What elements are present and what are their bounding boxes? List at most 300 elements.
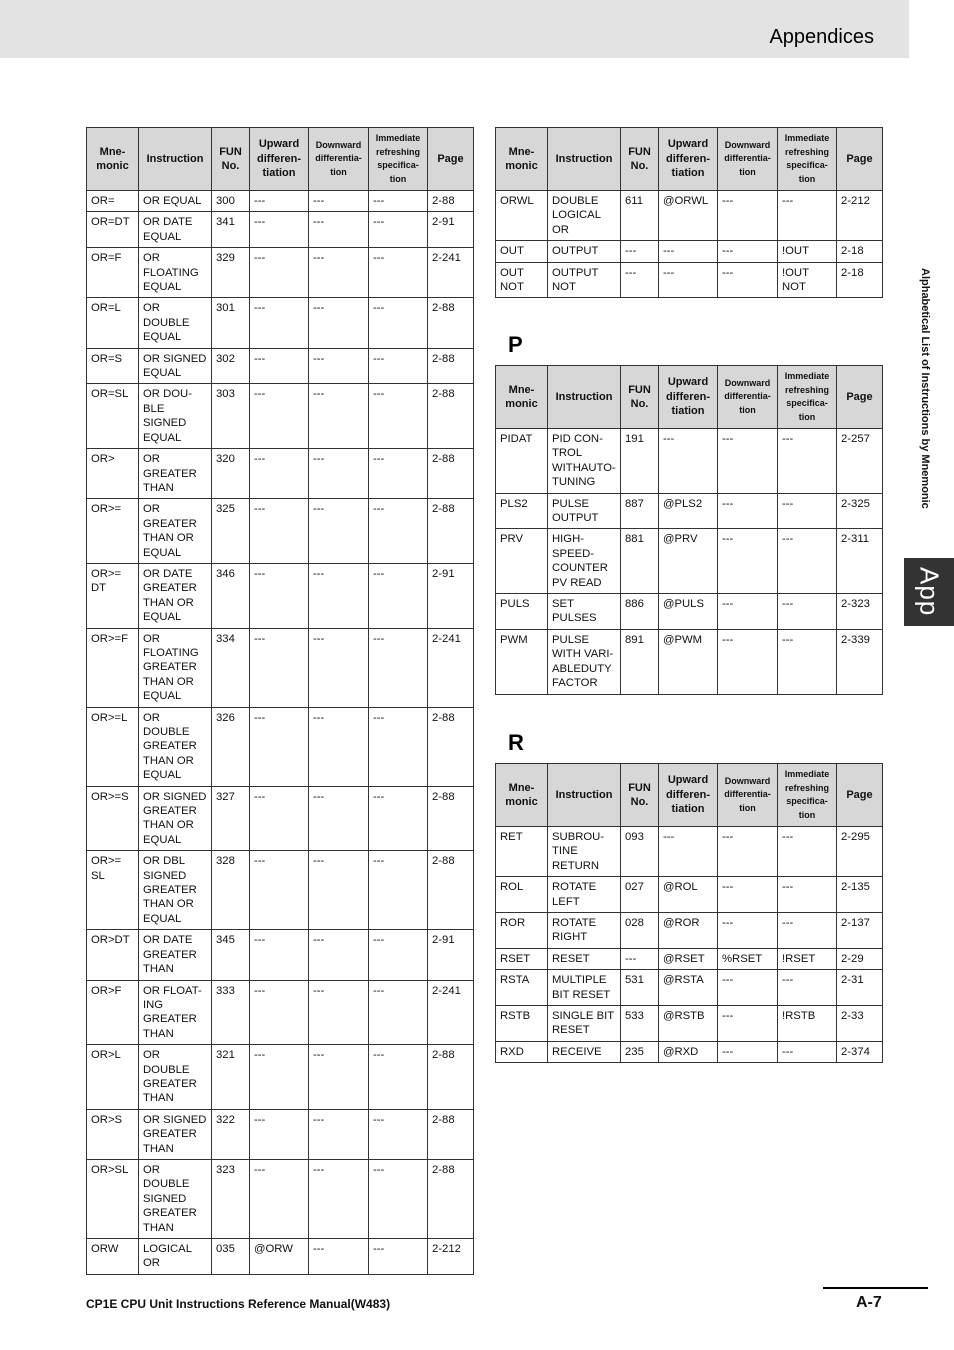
- cell-fun-no: ---: [621, 948, 659, 969]
- cell-immediate: ---: [369, 628, 428, 707]
- table-row: [87, 1159, 474, 1238]
- cell-fun-no: 345: [212, 930, 250, 980]
- cell-upward: @ORW: [250, 1239, 309, 1275]
- cell-page: 2-88: [428, 191, 474, 212]
- table-row: [87, 499, 474, 564]
- cell-fun-no: 334: [212, 628, 250, 707]
- col-instruction: Instruction: [139, 128, 212, 191]
- col-page: Page: [837, 366, 883, 429]
- cell-downward: ---: [309, 248, 369, 298]
- cell-mnemonic: RET: [496, 827, 548, 877]
- table-row: [87, 563, 474, 628]
- cell-instruction: OR FLOAT-ING GREATER THAN: [139, 980, 212, 1045]
- col-downward: Downward differentia-tion: [718, 764, 778, 827]
- cell-immediate: ---: [369, 191, 428, 212]
- cell-fun-no: 327: [212, 786, 250, 851]
- cell-fun-no: 320: [212, 449, 250, 499]
- cell-downward: ---: [718, 529, 778, 594]
- cell-upward: ---: [250, 1159, 309, 1238]
- cell-downward: ---: [718, 429, 778, 494]
- cell-immediate: !OUT NOT: [778, 262, 837, 298]
- table-row: [87, 980, 474, 1045]
- cell-page: 2-241: [428, 248, 474, 298]
- cell-upward: @PRV: [659, 529, 718, 594]
- cell-instruction: OR GREATER THAN: [139, 449, 212, 499]
- cell-upward: ---: [250, 786, 309, 851]
- cell-fun-no: 322: [212, 1109, 250, 1159]
- col-immediate: Immediate refreshing specifica-tion: [369, 128, 428, 191]
- col-immediate: Immediate refreshing specifica-tion: [778, 764, 837, 827]
- cell-immediate: ---: [369, 1045, 428, 1110]
- cell-immediate: ---: [369, 248, 428, 298]
- table-row: [496, 1041, 883, 1062]
- cell-mnemonic: RSTA: [496, 970, 548, 1006]
- table-row: [496, 913, 883, 949]
- cell-mnemonic: PIDAT: [496, 429, 548, 494]
- section-letter-p: P: [508, 332, 523, 357]
- cell-downward: ---: [718, 493, 778, 529]
- cell-mnemonic: OR=F: [87, 248, 139, 298]
- cell-immediate: ---: [778, 594, 837, 630]
- cell-immediate: ---: [369, 499, 428, 564]
- cell-downward: ---: [718, 913, 778, 949]
- cell-immediate: !RSET: [778, 948, 837, 969]
- cell-fun-no: 035: [212, 1239, 250, 1275]
- cell-mnemonic: ROL: [496, 877, 548, 913]
- cell-page: 2-325: [837, 493, 883, 529]
- cell-page: 2-295: [837, 827, 883, 877]
- col-mnemonic: Mne-monic: [496, 128, 548, 191]
- cell-immediate: ---: [369, 563, 428, 628]
- col-immediate: Immediate refreshing specifica-tion: [778, 128, 837, 191]
- cell-instruction: OR DOUBLE EQUAL: [139, 298, 212, 348]
- cell-immediate: ---: [369, 298, 428, 348]
- side-chapter-title: Alphabetical List of Instructions by Mnemonic: [919, 268, 931, 509]
- table-row: [87, 1045, 474, 1110]
- cell-page: 2-88: [428, 449, 474, 499]
- appendix-tab: [904, 558, 954, 626]
- col-page: Page: [837, 764, 883, 827]
- table-body: [87, 191, 474, 1275]
- cell-mnemonic: OR>L: [87, 1045, 139, 1110]
- table-row: [87, 930, 474, 980]
- cell-downward: ---: [309, 628, 369, 707]
- cell-mnemonic: OR>=: [87, 499, 139, 564]
- cell-fun-no: 028: [621, 913, 659, 949]
- cell-instruction: OR DATE GREATER THAN OR EQUAL: [139, 563, 212, 628]
- cell-fun-no: 302: [212, 348, 250, 384]
- cell-immediate: ---: [369, 449, 428, 499]
- cell-instruction: OR EQUAL: [139, 191, 212, 212]
- table-row: [496, 877, 883, 913]
- table-body: [496, 191, 883, 298]
- cell-upward: @ROR: [659, 913, 718, 949]
- cell-immediate: ---: [778, 629, 837, 694]
- cell-page: 2-88: [428, 298, 474, 348]
- cell-downward: ---: [718, 827, 778, 877]
- cell-page: 2-323: [837, 594, 883, 630]
- cell-page: 2-374: [837, 1041, 883, 1062]
- cell-mnemonic: PULS: [496, 594, 548, 630]
- cell-instruction: OR DOUBLE SIGNED GREATER THAN: [139, 1159, 212, 1238]
- col-fun-no: FUN No.: [212, 128, 250, 191]
- cell-instruction: ROTATE RIGHT: [548, 913, 621, 949]
- cell-upward: ---: [250, 449, 309, 499]
- table-row: [87, 348, 474, 384]
- cell-instruction: OR DATE EQUAL: [139, 212, 212, 248]
- cell-page: 2-29: [837, 948, 883, 969]
- col-fun-no: FUN No.: [621, 128, 659, 191]
- cell-fun-no: 346: [212, 563, 250, 628]
- cell-immediate: ---: [778, 493, 837, 529]
- cell-immediate: ---: [369, 384, 428, 449]
- cell-fun-no: 235: [621, 1041, 659, 1062]
- cell-page: 2-88: [428, 851, 474, 930]
- cell-upward: @PULS: [659, 594, 718, 630]
- cell-instruction: DOUBLE LOGICAL OR: [548, 191, 621, 241]
- col-upward: Upward differen-tiation: [659, 128, 718, 191]
- cell-upward: ---: [250, 499, 309, 564]
- table-row: [496, 970, 883, 1006]
- cell-downward: ---: [309, 384, 369, 449]
- cell-immediate: ---: [369, 930, 428, 980]
- cell-upward: ---: [250, 1045, 309, 1110]
- cell-immediate: ---: [369, 786, 428, 851]
- cell-mnemonic: ORW: [87, 1239, 139, 1275]
- cell-downward: ---: [718, 594, 778, 630]
- cell-fun-no: 341: [212, 212, 250, 248]
- cell-page: 2-91: [428, 930, 474, 980]
- cell-instruction: OR FLOATING GREATER THAN OR EQUAL: [139, 628, 212, 707]
- cell-mnemonic: PWM: [496, 629, 548, 694]
- cell-instruction: HIGH-SPEED-COUNTER PV READ: [548, 529, 621, 594]
- cell-immediate: ---: [778, 529, 837, 594]
- cell-mnemonic: OR>DT: [87, 930, 139, 980]
- cell-downward: ---: [309, 191, 369, 212]
- table-row: [87, 1239, 474, 1275]
- table-row: [87, 191, 474, 212]
- col-mnemonic: Mne-monic: [496, 366, 548, 429]
- table-row: [87, 449, 474, 499]
- cell-page: 2-91: [428, 563, 474, 628]
- table-row: [87, 248, 474, 298]
- cell-mnemonic: RSTB: [496, 1006, 548, 1042]
- cell-instruction: OR DOUBLE GREATER THAN OR EQUAL: [139, 707, 212, 786]
- cell-upward: ---: [250, 1109, 309, 1159]
- table-body: [496, 429, 883, 695]
- col-instruction: Instruction: [548, 764, 621, 827]
- cell-downward: ---: [718, 877, 778, 913]
- cell-instruction: PID CON-TROL WITHAUTO-TUNING: [548, 429, 621, 494]
- cell-page: 2-18: [837, 262, 883, 298]
- cell-fun-no: 325: [212, 499, 250, 564]
- cell-page: 2-339: [837, 629, 883, 694]
- cell-downward: ---: [309, 449, 369, 499]
- cell-fun-no: 027: [621, 877, 659, 913]
- cell-page: 2-311: [837, 529, 883, 594]
- col-downward: Downward differentia-tion: [718, 128, 778, 191]
- col-page: Page: [837, 128, 883, 191]
- cell-mnemonic: OR>F: [87, 980, 139, 1045]
- col-instruction: Instruction: [548, 366, 621, 429]
- cell-immediate: ---: [778, 429, 837, 494]
- table-header-row: [496, 764, 883, 827]
- cell-upward: ---: [250, 980, 309, 1045]
- cell-mnemonic: ROR: [496, 913, 548, 949]
- cell-fun-no: 891: [621, 629, 659, 694]
- table-row: [496, 241, 883, 262]
- cell-fun-no: 303: [212, 384, 250, 449]
- cell-downward: ---: [718, 629, 778, 694]
- col-downward: Downward differentia-tion: [309, 128, 369, 191]
- appendix-tab-label: App: [914, 567, 945, 617]
- cell-upward: ---: [250, 298, 309, 348]
- cell-mnemonic: RXD: [496, 1041, 548, 1062]
- cell-instruction: LOGICAL OR: [139, 1239, 212, 1275]
- cell-downward: ---: [309, 348, 369, 384]
- cell-page: 2-212: [837, 191, 883, 241]
- col-fun-no: FUN No.: [621, 764, 659, 827]
- cell-upward: ---: [659, 429, 718, 494]
- cell-upward: ---: [250, 248, 309, 298]
- cell-immediate: ---: [369, 707, 428, 786]
- cell-downward: ---: [309, 212, 369, 248]
- cell-upward: ---: [250, 707, 309, 786]
- cell-instruction: OR SIGNED GREATER THAN OR EQUAL: [139, 786, 212, 851]
- table-row: [87, 1109, 474, 1159]
- cell-mnemonic: OR>S: [87, 1109, 139, 1159]
- cell-downward: ---: [309, 851, 369, 930]
- cell-instruction: RECEIVE: [548, 1041, 621, 1062]
- col-page: Page: [428, 128, 474, 191]
- cell-fun-no: 323: [212, 1159, 250, 1238]
- cell-instruction: SUBROU-TINE RETURN: [548, 827, 621, 877]
- cell-upward: ---: [250, 851, 309, 930]
- footer-page-number: A-7: [856, 1294, 882, 1311]
- cell-downward: ---: [718, 970, 778, 1006]
- cell-instruction: ROTATE LEFT: [548, 877, 621, 913]
- cell-downward: ---: [309, 930, 369, 980]
- cell-mnemonic: PLS2: [496, 493, 548, 529]
- table-row: [496, 594, 883, 630]
- cell-fun-no: 300: [212, 191, 250, 212]
- cell-page: 2-31: [837, 970, 883, 1006]
- cell-page: 2-241: [428, 980, 474, 1045]
- table-header-row: [496, 366, 883, 429]
- cell-instruction: OR DOU-BLE SIGNED EQUAL: [139, 384, 212, 449]
- cell-downward: %RSET: [718, 948, 778, 969]
- cell-fun-no: 191: [621, 429, 659, 494]
- cell-page: 2-257: [837, 429, 883, 494]
- cell-instruction: OR DOUBLE GREATER THAN: [139, 1045, 212, 1110]
- cell-mnemonic: OR=: [87, 191, 139, 212]
- cell-downward: ---: [718, 262, 778, 298]
- cell-upward: ---: [250, 563, 309, 628]
- cell-upward: @PWM: [659, 629, 718, 694]
- cell-page: 2-241: [428, 628, 474, 707]
- cell-page: 2-88: [428, 384, 474, 449]
- cell-page: 2-135: [837, 877, 883, 913]
- cell-page: 2-18: [837, 241, 883, 262]
- cell-upward: ---: [250, 212, 309, 248]
- cell-instruction: OR DBL SIGNED GREATER THAN OR EQUAL: [139, 851, 212, 930]
- cell-upward: ---: [250, 628, 309, 707]
- cell-mnemonic: ORWL: [496, 191, 548, 241]
- table-row: [496, 629, 883, 694]
- cell-mnemonic: OR>=S: [87, 786, 139, 851]
- cell-fun-no: 333: [212, 980, 250, 1045]
- cell-fun-no: 886: [621, 594, 659, 630]
- section-letter-r: R: [508, 730, 524, 755]
- cell-immediate: !OUT: [778, 241, 837, 262]
- cell-page: 2-88: [428, 1109, 474, 1159]
- cell-page: 2-88: [428, 499, 474, 564]
- table-header-row: [87, 128, 474, 191]
- cell-downward: ---: [718, 1006, 778, 1042]
- instruction-table-left: [86, 127, 474, 1275]
- instruction-table-p: [495, 365, 883, 695]
- cell-instruction: OUTPUT: [548, 241, 621, 262]
- cell-mnemonic: OR>: [87, 449, 139, 499]
- table-row: [496, 493, 883, 529]
- cell-upward: @ROL: [659, 877, 718, 913]
- col-upward: Upward differen-tiation: [659, 764, 718, 827]
- cell-fun-no: 531: [621, 970, 659, 1006]
- cell-mnemonic: OR=S: [87, 348, 139, 384]
- col-upward: Upward differen-tiation: [250, 128, 309, 191]
- cell-upward: @RSTB: [659, 1006, 718, 1042]
- cell-mnemonic: OR>=F: [87, 628, 139, 707]
- cell-mnemonic: OR=SL: [87, 384, 139, 449]
- cell-downward: ---: [309, 1045, 369, 1110]
- cell-mnemonic: OR>= DT: [87, 563, 139, 628]
- cell-fun-no: 328: [212, 851, 250, 930]
- col-instruction: Instruction: [548, 128, 621, 191]
- cell-instruction: MULTIPLE BIT RESET: [548, 970, 621, 1006]
- cell-mnemonic: OR>SL: [87, 1159, 139, 1238]
- table-row: [87, 628, 474, 707]
- cell-instruction: OR GREATER THAN OR EQUAL: [139, 499, 212, 564]
- cell-page: 2-91: [428, 212, 474, 248]
- cell-immediate: ---: [369, 212, 428, 248]
- cell-mnemonic: OR=DT: [87, 212, 139, 248]
- table-row: [87, 851, 474, 930]
- cell-immediate: ---: [369, 1239, 428, 1275]
- col-fun-no: FUN No.: [621, 366, 659, 429]
- cell-fun-no: 329: [212, 248, 250, 298]
- table-row: [87, 786, 474, 851]
- col-mnemonic: Mne-monic: [87, 128, 139, 191]
- table-row: [496, 827, 883, 877]
- table-body: [496, 827, 883, 1063]
- cell-fun-no: 326: [212, 707, 250, 786]
- cell-upward: @RXD: [659, 1041, 718, 1062]
- cell-upward: ---: [659, 262, 718, 298]
- cell-immediate: ---: [369, 1109, 428, 1159]
- cell-downward: ---: [718, 191, 778, 241]
- table-row: [496, 1006, 883, 1042]
- cell-page: 2-88: [428, 1045, 474, 1110]
- cell-instruction: OUTPUT NOT: [548, 262, 621, 298]
- cell-upward: ---: [250, 191, 309, 212]
- cell-mnemonic: OUT: [496, 241, 548, 262]
- cell-mnemonic: OR=L: [87, 298, 139, 348]
- table-row: [87, 384, 474, 449]
- cell-immediate: ---: [778, 191, 837, 241]
- cell-downward: ---: [309, 786, 369, 851]
- cell-downward: ---: [718, 241, 778, 262]
- table-header-row: [496, 128, 883, 191]
- cell-instruction: PULSE OUTPUT: [548, 493, 621, 529]
- col-upward: Upward differen-tiation: [659, 366, 718, 429]
- cell-instruction: SINGLE BIT RESET: [548, 1006, 621, 1042]
- col-downward: Downward differentia-tion: [718, 366, 778, 429]
- cell-page: 2-212: [428, 1239, 474, 1275]
- cell-upward: ---: [250, 384, 309, 449]
- col-mnemonic: Mne-monic: [496, 764, 548, 827]
- table-row: [496, 948, 883, 969]
- cell-upward: ---: [250, 930, 309, 980]
- instruction-table-r: [495, 763, 883, 1063]
- cell-upward: ---: [659, 241, 718, 262]
- table-row: [496, 262, 883, 298]
- cell-page: 2-137: [837, 913, 883, 949]
- table-row: [496, 191, 883, 241]
- cell-upward: @RSTA: [659, 970, 718, 1006]
- cell-fun-no: 533: [621, 1006, 659, 1042]
- cell-fun-no: 301: [212, 298, 250, 348]
- cell-upward: @PLS2: [659, 493, 718, 529]
- cell-page: 2-88: [428, 707, 474, 786]
- table-row: [496, 529, 883, 594]
- cell-immediate: ---: [778, 970, 837, 1006]
- cell-page: 2-88: [428, 348, 474, 384]
- col-immediate: Immediate refreshing specifica-tion: [778, 366, 837, 429]
- cell-instruction: OR DATE GREATER THAN: [139, 930, 212, 980]
- cell-mnemonic: PRV: [496, 529, 548, 594]
- cell-mnemonic: OR>= SL: [87, 851, 139, 930]
- cell-immediate: ---: [369, 851, 428, 930]
- cell-instruction: PULSE WITH VARI-ABLEDUTY FACTOR: [548, 629, 621, 694]
- cell-downward: ---: [309, 499, 369, 564]
- footer-rule: [823, 1287, 928, 1289]
- cell-mnemonic: OUT NOT: [496, 262, 548, 298]
- cell-upward: @RSET: [659, 948, 718, 969]
- cell-instruction: OR SIGNED GREATER THAN: [139, 1109, 212, 1159]
- cell-instruction: SET PULSES: [548, 594, 621, 630]
- cell-instruction: OR SIGNED EQUAL: [139, 348, 212, 384]
- cell-immediate: ---: [778, 877, 837, 913]
- cell-downward: ---: [309, 298, 369, 348]
- cell-immediate: ---: [369, 1159, 428, 1238]
- cell-immediate: !RSTB: [778, 1006, 837, 1042]
- cell-immediate: ---: [369, 348, 428, 384]
- cell-fun-no: 881: [621, 529, 659, 594]
- cell-immediate: ---: [778, 913, 837, 949]
- cell-upward: @ORWL: [659, 191, 718, 241]
- cell-downward: ---: [718, 1041, 778, 1062]
- cell-downward: ---: [309, 563, 369, 628]
- cell-upward: ---: [250, 348, 309, 384]
- page-section-title: Appendices: [769, 26, 874, 48]
- table-row: [87, 298, 474, 348]
- instruction-table-right-top: [495, 127, 883, 298]
- table-row: [87, 212, 474, 248]
- cell-downward: ---: [309, 1109, 369, 1159]
- cell-instruction: OR FLOATING EQUAL: [139, 248, 212, 298]
- cell-downward: ---: [309, 1159, 369, 1238]
- cell-fun-no: ---: [621, 262, 659, 298]
